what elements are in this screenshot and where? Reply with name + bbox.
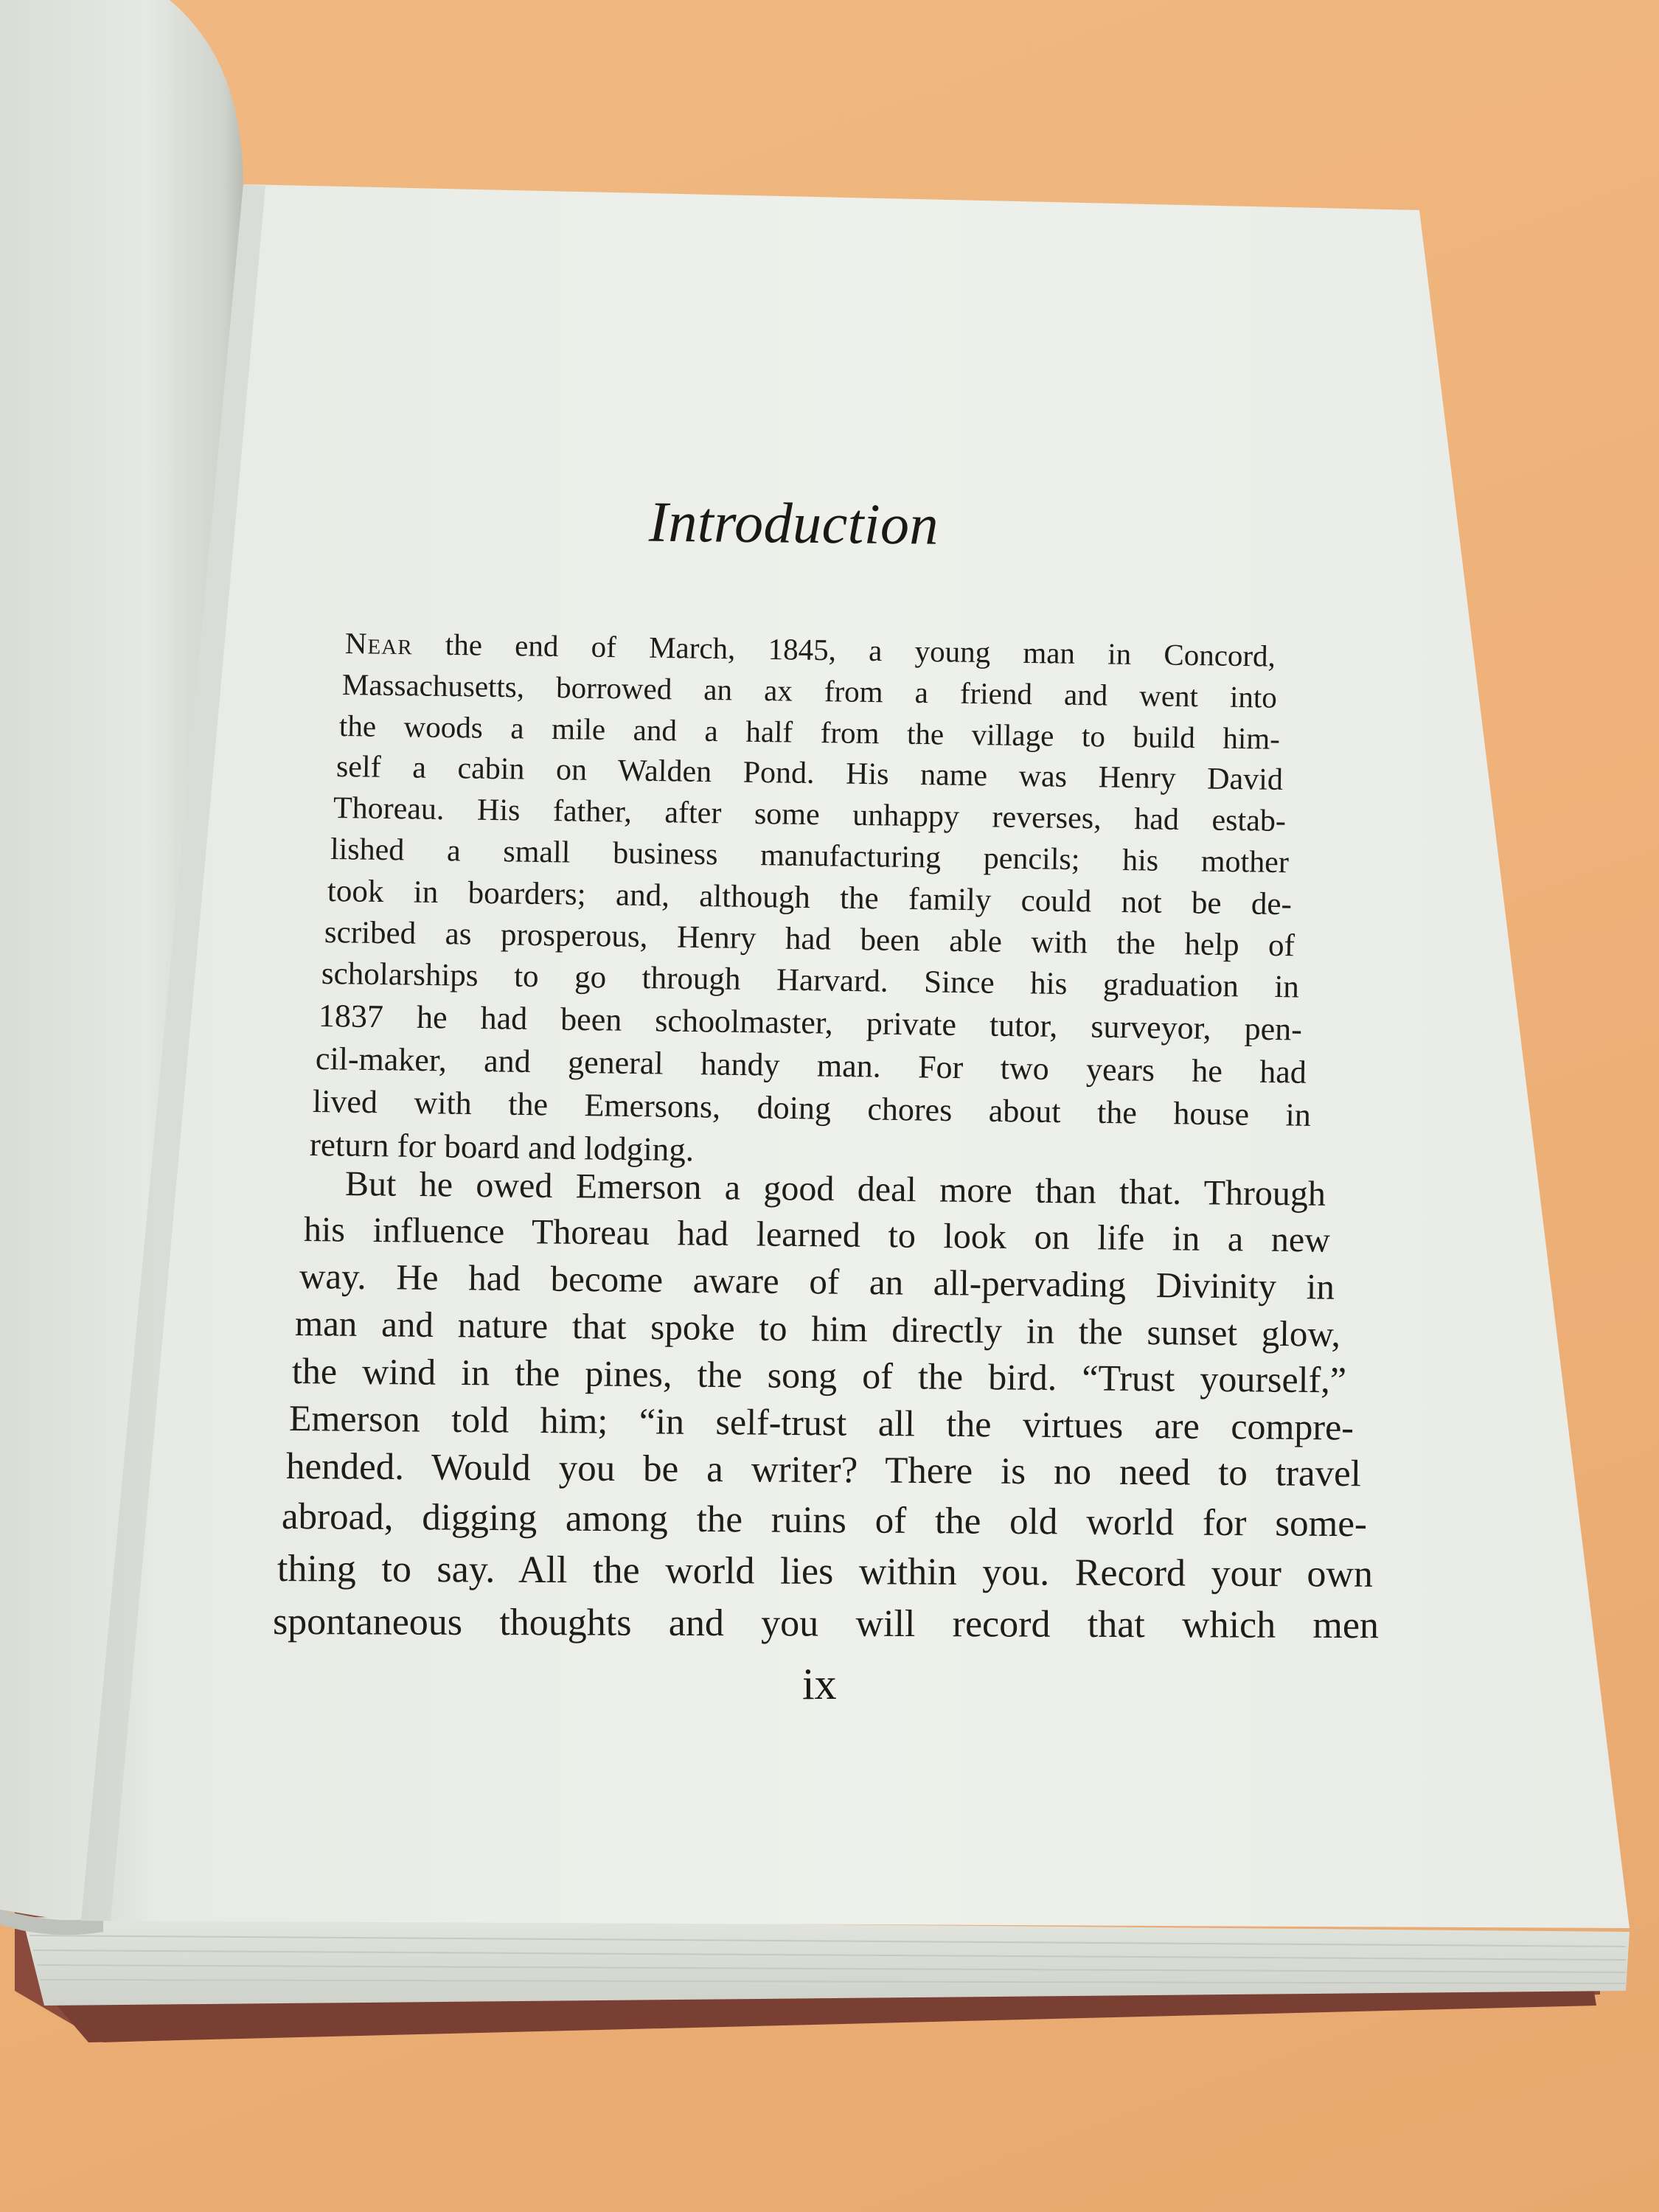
text-line: self a cabin on Walden Pond. His name was Henry David [335, 750, 1284, 797]
text-line: the woods a mile and a half from the village to build him- [338, 709, 1281, 756]
text-line: took in boarders; and, although the family could not be de- [327, 874, 1293, 922]
lead-word: Near [344, 626, 413, 661]
text-line: thing to say. All the world lies within you. Record your own [276, 1548, 1374, 1596]
text-line: way. He had become aware of an all-pervading Divinity in [299, 1256, 1335, 1307]
text-line: 1837 he had been schoolmaster, private tutor, surveyor, pen- [318, 998, 1303, 1048]
text-line: lished a small business manufacturing pencils; his mother [330, 832, 1290, 880]
text-line: spontaneous thoughts and you will record that which men [272, 1601, 1380, 1647]
text-line: lived with the Emersons, doing chores about the house in [312, 1083, 1312, 1133]
text-line: Emerson told him; “in self-trust all the virtues are compre- [288, 1397, 1354, 1448]
text-line: cil-maker, and general handy man. For two years he had [315, 1040, 1307, 1091]
text-line: scholarships to go through Harvard. Since his graduation in [321, 956, 1300, 1005]
text-line: man and nature that spoke to him directly in the sunset glow, [294, 1303, 1341, 1354]
text-line: But he owed Emerson a good deal more than that. Through [344, 1164, 1326, 1214]
text-line: Massachusetts, borrowed an ax from a friend and went into [341, 667, 1278, 714]
chapter-title: Introduction [648, 489, 939, 557]
text-line: hended. Would you be a writer? There is no need to travel [285, 1446, 1362, 1495]
text-line: the wind in the pines, the song of the bird. “Trust yourself,” [291, 1350, 1347, 1401]
text-line: Thoreau. His father, after some unhappy reverses, had estab- [333, 791, 1287, 839]
page-number: ix [802, 1660, 837, 1708]
text-line: Near the end of March, 1845, a young man in Concord, [344, 626, 1276, 673]
text-line: scribed as prosperous, Henry had been able with the help of [324, 915, 1295, 964]
text-line: abroad, digging among the ruins of the old world for some- [281, 1496, 1368, 1545]
text-line: his influence Thoreau had learned to look on life in a new [303, 1210, 1331, 1260]
text-line: return for board and lodging. [309, 1126, 695, 1169]
